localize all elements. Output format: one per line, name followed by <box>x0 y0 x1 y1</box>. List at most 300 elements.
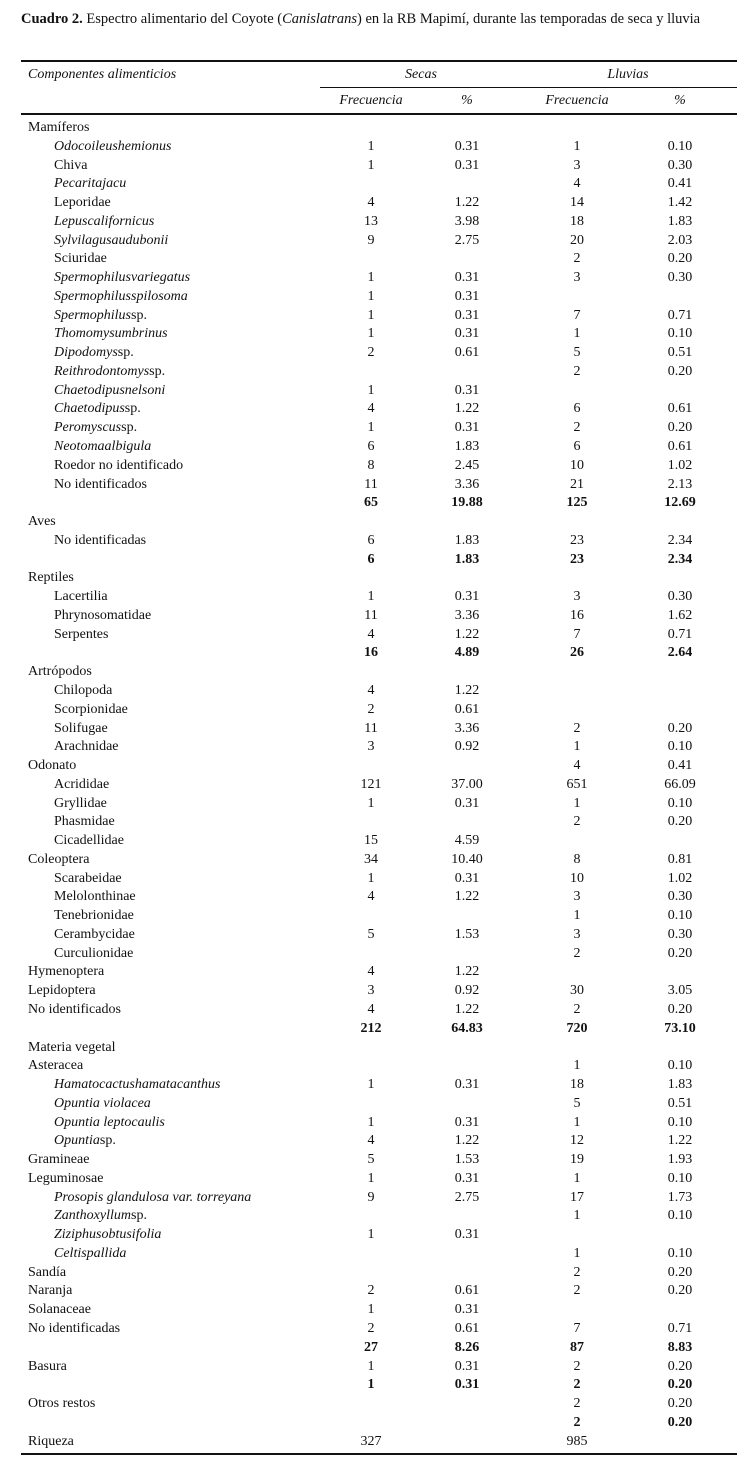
taxon-name: Odonato <box>28 758 77 774</box>
row-label <box>54 1132 116 1151</box>
taxon-name: Zanthoxyllum <box>54 1208 131 1224</box>
row-label <box>54 720 108 739</box>
cell-secas-pct: 1.53 <box>454 1152 480 1168</box>
cell-secas-frecuencia: 11 <box>364 720 378 736</box>
taxon-name: Chaetodipus <box>54 401 125 417</box>
cell-lluvias-frecuencia: 16 <box>570 607 584 623</box>
table-row <box>0 663 747 682</box>
table-row <box>0 1095 747 1114</box>
row-label <box>54 344 134 363</box>
cell-secas-frecuencia: 4 <box>367 1133 375 1149</box>
table-row <box>0 476 747 495</box>
cell-secas-frecuencia: 1 <box>367 270 375 286</box>
taxon-name: Celtispallida <box>54 1245 127 1261</box>
cell-secas-frecuencia: 1 <box>367 1358 375 1374</box>
cell-lluvias-pct: 0.10 <box>667 1058 693 1074</box>
cell-lluvias-frecuencia: 6 <box>573 401 581 417</box>
taxon-name: Scorpionidae <box>54 701 128 717</box>
cell-secas-frecuencia: 65 <box>364 495 378 511</box>
cell-lluvias-pct: 0.61 <box>667 439 693 455</box>
cell-lluvias-frecuencia: 10 <box>570 870 584 886</box>
cell-secas-pct: 1.83 <box>454 439 480 455</box>
cell-lluvias-pct: 73.10 <box>664 1020 696 1036</box>
cell-secas-frecuencia: 1 <box>367 589 375 605</box>
taxon-name: No identificadas <box>28 1321 121 1336</box>
row-label <box>54 607 151 626</box>
cell-lluvias-pct: 0.20 <box>667 1264 693 1280</box>
taxon-name: Sandía <box>28 1264 67 1280</box>
subtotal-row <box>0 494 747 513</box>
table-row <box>0 457 747 476</box>
cell-lluvias-pct: 8.83 <box>667 1339 693 1355</box>
cell-lluvias-frecuencia: 720 <box>566 1020 588 1036</box>
table-row <box>0 720 747 739</box>
cell-secas-pct: 1.83 <box>454 532 480 548</box>
cell-lluvias-frecuencia: 2 <box>573 1264 581 1280</box>
row-label <box>28 1282 72 1301</box>
cell-secas-pct: 1.22 <box>454 1133 480 1149</box>
cell-lluvias-pct: 2.03 <box>667 232 693 248</box>
cell-secas-pct: 2.75 <box>454 1189 480 1205</box>
cell-lluvias-frecuencia: 2 <box>573 251 581 267</box>
row-label <box>54 795 107 814</box>
taxon-suffix: sp. <box>99 1133 116 1149</box>
cell-secas-frecuencia: 1 <box>367 870 375 886</box>
cell-secas-frecuencia: 2 <box>367 701 375 717</box>
row-label <box>28 757 76 776</box>
cell-secas-pct: 1.83 <box>454 551 480 567</box>
row-label <box>54 213 154 232</box>
taxon-name: Otros restos <box>28 1396 96 1412</box>
table-row <box>0 532 747 551</box>
cell-secas-frecuencia: 6 <box>367 532 375 548</box>
cell-secas-pct: 3.98 <box>454 213 480 229</box>
row-label <box>54 926 135 945</box>
cell-secas-frecuencia: 4 <box>367 195 375 211</box>
row-label <box>28 1039 115 1058</box>
cell-secas-pct: 4.89 <box>454 645 480 661</box>
cell-lluvias-pct: 0.20 <box>667 1377 693 1393</box>
cell-lluvias-pct: 2.64 <box>667 645 693 661</box>
cell-lluvias-frecuencia: 1 <box>573 1058 581 1074</box>
cell-lluvias-pct: 0.20 <box>667 363 693 379</box>
cell-lluvias-pct: 0.10 <box>667 1245 693 1261</box>
cell-secas-frecuencia: 4 <box>367 964 375 980</box>
cell-lluvias-pct: 0.10 <box>667 795 693 811</box>
taxon-name: Scarabeidae <box>54 870 122 886</box>
row-label <box>54 626 108 645</box>
taxon-name: Materia vegetal <box>28 1039 116 1055</box>
caption-species: Canislatrans <box>282 11 358 27</box>
cell-secas-pct: 1.22 <box>454 964 480 980</box>
header-lluvias: Lluvias <box>607 67 649 82</box>
row-label <box>54 1114 165 1133</box>
cell-lluvias-frecuencia: 21 <box>570 476 584 492</box>
taxon-name: Lacertilia <box>54 589 108 605</box>
table-row <box>0 175 747 194</box>
cell-lluvias-frecuencia: 1 <box>573 1208 581 1224</box>
table-row <box>0 325 747 344</box>
cell-lluvias-pct: 0.10 <box>667 908 693 924</box>
cell-lluvias-frecuencia: 3 <box>573 926 581 942</box>
row-label <box>28 663 92 682</box>
taxon-name: Neotomaalbigula <box>54 439 152 455</box>
cell-lluvias-pct: 0.81 <box>667 851 693 867</box>
taxon-name: Spermophilusvariegatus <box>54 270 191 286</box>
header-rule <box>21 113 737 115</box>
table-row <box>0 307 747 326</box>
cell-lluvias-pct: 1.02 <box>667 457 693 473</box>
cell-lluvias-frecuencia: 18 <box>570 1077 584 1093</box>
cell-lluvias-frecuencia: 23 <box>570 532 584 548</box>
cell-lluvias-pct: 0.10 <box>667 1114 693 1130</box>
cell-secas-pct: 1.22 <box>454 682 480 698</box>
cell-lluvias-pct: 1.22 <box>667 1133 693 1149</box>
row-label <box>54 325 168 344</box>
row-label <box>54 457 183 476</box>
cell-secas-pct: 2.75 <box>454 232 480 248</box>
cell-secas-pct: 0.61 <box>454 701 480 717</box>
table-row <box>0 1189 747 1208</box>
cell-secas-pct: 4.59 <box>454 833 480 849</box>
cell-lluvias-frecuencia: 1 <box>573 138 581 154</box>
cell-secas-pct: 0.31 <box>454 589 480 605</box>
table-row <box>0 832 747 851</box>
taxon-name: Dipodomys <box>54 345 118 361</box>
row-label <box>54 813 115 832</box>
header-components: Componentes alimenticios <box>28 67 177 82</box>
cell-lluvias-pct: 0.61 <box>667 401 693 417</box>
row-label <box>54 175 126 194</box>
cell-secas-frecuencia: 27 <box>364 1339 378 1355</box>
table-row <box>0 682 747 701</box>
cell-secas-pct: 0.31 <box>454 1077 480 1093</box>
taxon-name: Spermophilusspilosoma <box>54 288 188 304</box>
row-label <box>54 269 190 288</box>
row-label <box>54 1095 151 1114</box>
table-row <box>0 1264 747 1283</box>
cell-lluvias-pct: 0.30 <box>667 157 693 173</box>
row-label <box>54 157 87 176</box>
table-row <box>0 851 747 870</box>
row-label <box>54 400 141 419</box>
taxon-name: Phasmidae <box>54 814 115 830</box>
cell-secas-pct: 1.22 <box>454 195 480 211</box>
cell-lluvias-frecuencia: 2 <box>573 814 581 830</box>
table-row <box>0 1170 747 1189</box>
cell-lluvias-pct: 0.41 <box>667 758 693 774</box>
row-label <box>28 119 89 138</box>
cell-lluvias-frecuencia: 3 <box>573 270 581 286</box>
cell-lluvias-frecuencia: 19 <box>570 1152 584 1168</box>
row-label <box>54 363 165 382</box>
season-rule <box>320 87 737 88</box>
subtotal-row <box>0 1020 747 1039</box>
cell-lluvias-frecuencia: 1 <box>573 1114 581 1130</box>
cell-lluvias-frecuencia: 23 <box>570 551 584 567</box>
cell-lluvias-pct: 0.20 <box>667 1358 693 1374</box>
taxon-name: Cicadellidae <box>54 833 124 849</box>
table-row <box>0 626 747 645</box>
taxon-name: Cerambycidae <box>54 926 135 942</box>
table-row <box>0 1001 747 1020</box>
taxon-name: Solifugae <box>54 720 108 736</box>
cell-lluvias-pct: 0.10 <box>667 1208 693 1224</box>
cell-lluvias-frecuencia: 125 <box>566 495 588 511</box>
cell-secas-frecuencia: 1 <box>367 307 375 323</box>
row-label <box>28 1057 83 1076</box>
cell-lluvias-frecuencia: 2 <box>573 363 581 379</box>
cell-lluvias-frecuencia: 4 <box>573 176 581 192</box>
cell-lluvias-pct: 12.69 <box>664 495 696 511</box>
table-row <box>0 363 747 382</box>
table-row <box>0 119 747 138</box>
cell-secas-frecuencia: 11 <box>364 607 378 623</box>
row-label <box>54 476 147 495</box>
taxon-name: Gryllidae <box>54 795 107 811</box>
cell-secas-pct: 0.31 <box>454 382 480 398</box>
cell-lluvias-pct: 0.71 <box>667 307 693 323</box>
cell-secas-frecuencia: 1 <box>367 288 375 304</box>
cell-secas-pct: 0.92 <box>454 983 480 999</box>
taxon-name: Chaetodipusnelsoni <box>54 382 166 398</box>
cell-secas-pct: 37.00 <box>451 776 483 792</box>
cell-lluvias-pct: 0.20 <box>667 251 693 267</box>
cell-secas-pct: 0.92 <box>454 739 480 755</box>
taxon-name: Curculionidae <box>54 945 134 961</box>
cell-secas-frecuencia: 4 <box>367 1001 375 1017</box>
table-row <box>0 194 747 213</box>
row-label <box>54 419 137 438</box>
top-rule <box>21 60 737 62</box>
row-label <box>54 701 128 720</box>
row-label <box>54 1189 251 1208</box>
header-lluvias-pct: % <box>674 93 686 108</box>
table-row <box>0 1226 747 1245</box>
cell-secas-frecuencia: 1 <box>367 1170 375 1186</box>
cell-secas-frecuencia: 1 <box>367 1377 375 1393</box>
cell-lluvias-frecuencia: 3 <box>573 157 581 173</box>
cell-lluvias-frecuencia: 651 <box>566 776 588 792</box>
table-row <box>0 344 747 363</box>
cell-secas-frecuencia: 3 <box>367 739 375 755</box>
cell-secas-pct: 0.31 <box>454 1170 480 1186</box>
cell-secas-frecuencia: 327 <box>360 1433 382 1449</box>
row-label <box>54 438 151 457</box>
taxon-name: Artrópodos <box>28 664 92 680</box>
cell-secas-frecuencia: 2 <box>367 345 375 361</box>
row-label <box>28 963 104 982</box>
cell-secas-pct: 0.31 <box>454 326 480 342</box>
taxon-name: Melolonthinae <box>54 889 136 905</box>
cell-lluvias-frecuencia: 18 <box>570 213 584 229</box>
cell-secas-pct: 0.61 <box>454 1283 480 1299</box>
row-label <box>28 1301 91 1320</box>
taxon-name: Lepidoptera <box>28 983 96 999</box>
cell-lluvias-pct: 2.34 <box>667 532 693 548</box>
cell-lluvias-pct: 0.20 <box>667 1001 693 1017</box>
table-row <box>0 1301 747 1320</box>
cell-secas-frecuencia: 16 <box>364 645 378 661</box>
cell-lluvias-pct: 0.10 <box>667 138 693 154</box>
cell-secas-frecuencia: 2 <box>367 1321 375 1336</box>
cell-secas-frecuencia: 9 <box>367 232 375 248</box>
cell-lluvias-pct: 0.20 <box>667 720 693 736</box>
cell-secas-pct: 8.26 <box>454 1339 480 1355</box>
cell-secas-pct: 1.53 <box>454 926 480 942</box>
cell-secas-pct: 0.31 <box>454 1302 480 1318</box>
taxon-name: Leporidae <box>54 195 111 211</box>
table-row <box>0 1320 747 1339</box>
table-caption <box>21 9 737 29</box>
table-row <box>0 1358 747 1377</box>
row-label <box>28 1170 103 1189</box>
table-row <box>0 701 747 720</box>
taxon-name: Sylvilagusaudubonii <box>54 232 169 248</box>
row-label <box>54 1207 147 1226</box>
row-label <box>54 776 109 795</box>
cell-secas-pct: 0.31 <box>454 420 480 436</box>
cell-secas-pct: 3.36 <box>454 720 480 736</box>
taxon-suffix: sp. <box>149 363 166 379</box>
cell-secas-frecuencia: 1 <box>367 420 375 436</box>
row-label <box>54 382 165 401</box>
cell-lluvias-frecuencia: 14 <box>570 195 584 211</box>
header-secas-pct: % <box>461 93 473 108</box>
cell-secas-pct: 0.31 <box>454 795 480 811</box>
row-label <box>54 682 112 701</box>
cell-lluvias-pct: 0.20 <box>667 814 693 830</box>
table-row <box>0 870 747 889</box>
cell-lluvias-frecuencia: 2 <box>573 1414 581 1430</box>
table-row <box>0 569 747 588</box>
table-row <box>0 382 747 401</box>
table-row <box>0 438 747 457</box>
table-row <box>0 945 747 964</box>
table-row <box>0 288 747 307</box>
row-label <box>54 250 107 269</box>
table-row <box>0 588 747 607</box>
row-label <box>28 851 89 870</box>
cell-lluvias-pct: 2.13 <box>667 476 693 492</box>
table-row <box>0 419 747 438</box>
taxon-name: Asteracea <box>28 1058 84 1074</box>
row-label <box>54 532 146 551</box>
cell-lluvias-pct: 1.83 <box>667 213 693 229</box>
subtotal-row <box>0 1376 747 1395</box>
taxon-name: Opuntia <box>54 1133 100 1149</box>
taxon-name: Riqueza <box>28 1433 74 1449</box>
cell-lluvias-frecuencia: 5 <box>573 345 581 361</box>
cell-secas-pct: 10.40 <box>451 851 483 867</box>
cell-secas-frecuencia: 5 <box>367 926 375 942</box>
taxon-name: Hamatocactushamatacanthus <box>54 1077 221 1093</box>
cell-lluvias-frecuencia: 12 <box>570 1133 584 1149</box>
table-row <box>0 1395 747 1414</box>
table-row <box>0 157 747 176</box>
row-label <box>54 288 188 307</box>
cell-secas-frecuencia: 4 <box>367 682 375 698</box>
cell-lluvias-pct: 0.51 <box>667 1095 693 1111</box>
taxon-name: Reptiles <box>28 570 74 586</box>
cell-secas-frecuencia: 4 <box>367 889 375 905</box>
cell-lluvias-frecuencia: 26 <box>570 645 584 661</box>
cell-lluvias-frecuencia: 1 <box>573 1245 581 1261</box>
taxon-name: Chilopoda <box>54 682 113 698</box>
caption-text-end: ) en la RB Mapimí, durante las temporadas de seca y lluvia <box>357 11 701 27</box>
row-label <box>28 1320 120 1339</box>
cell-lluvias-frecuencia: 2 <box>573 945 581 961</box>
taxon-name: Hymenoptera <box>28 964 105 980</box>
cell-lluvias-pct: 0.30 <box>667 926 693 942</box>
cell-lluvias-frecuencia: 1 <box>573 739 581 755</box>
cell-lluvias-frecuencia: 17 <box>570 1189 584 1205</box>
table-row <box>0 138 747 157</box>
cell-secas-pct: 0.31 <box>454 1358 480 1374</box>
cell-secas-frecuencia: 8 <box>367 457 375 473</box>
taxon-name: Gramineae <box>28 1152 90 1168</box>
taxon-name: Coleoptera <box>28 851 90 867</box>
cell-lluvias-frecuencia: 7 <box>573 307 581 323</box>
cell-lluvias-frecuencia: 20 <box>570 232 584 248</box>
cell-secas-frecuencia: 1 <box>367 1114 375 1130</box>
cell-secas-frecuencia: 13 <box>364 213 378 229</box>
cell-lluvias-pct: 1.02 <box>667 870 693 886</box>
cell-secas-frecuencia: 9 <box>367 1189 375 1205</box>
cell-lluvias-pct: 66.09 <box>664 776 696 792</box>
cell-secas-pct: 1.22 <box>454 626 480 642</box>
row-label <box>54 307 147 326</box>
caption-label: Cuadro 2. <box>21 11 83 27</box>
cell-lluvias-pct: 0.30 <box>667 589 693 605</box>
table-row <box>0 607 747 626</box>
table-row <box>0 982 747 1001</box>
table-row <box>0 1039 747 1058</box>
row-label <box>54 1076 220 1095</box>
cell-secas-pct: 0.31 <box>454 870 480 886</box>
table-row <box>0 1076 747 1095</box>
cell-secas-frecuencia: 1 <box>367 138 375 154</box>
table-row <box>0 795 747 814</box>
cell-lluvias-pct: 0.30 <box>667 889 693 905</box>
taxon-name: Lepuscalifornicus <box>54 213 155 229</box>
cell-secas-pct: 0.31 <box>454 1377 480 1393</box>
cell-secas-pct: 0.31 <box>454 270 480 286</box>
cell-secas-frecuencia: 1 <box>367 795 375 811</box>
header-secas: Secas <box>405 67 437 82</box>
cell-secas-frecuencia: 1 <box>367 1302 375 1318</box>
cell-lluvias-pct: 0.51 <box>667 345 693 361</box>
cell-secas-pct: 0.31 <box>454 1227 480 1243</box>
row-label <box>54 138 171 157</box>
table-row <box>0 776 747 795</box>
cell-lluvias-frecuencia: 2 <box>573 1358 581 1374</box>
taxon-name: Prosopis glandulosa var. torreyana <box>54 1189 252 1205</box>
cell-secas-pct: 1.22 <box>454 1001 480 1017</box>
cell-secas-frecuencia: 1 <box>367 382 375 398</box>
cell-lluvias-frecuencia: 2 <box>573 1283 581 1299</box>
taxon-name: Peromyscus <box>54 420 122 436</box>
cell-secas-frecuencia: 1 <box>367 326 375 342</box>
cell-secas-frecuencia: 6 <box>367 439 375 455</box>
cell-lluvias-frecuencia: 7 <box>573 1321 581 1336</box>
cell-lluvias-frecuencia: 8 <box>573 851 581 867</box>
row-label <box>28 569 74 588</box>
taxon-name: Pecaritajacu <box>54 176 127 192</box>
cell-lluvias-frecuencia: 87 <box>570 1339 584 1355</box>
row-label <box>28 513 56 532</box>
table-row <box>0 813 747 832</box>
